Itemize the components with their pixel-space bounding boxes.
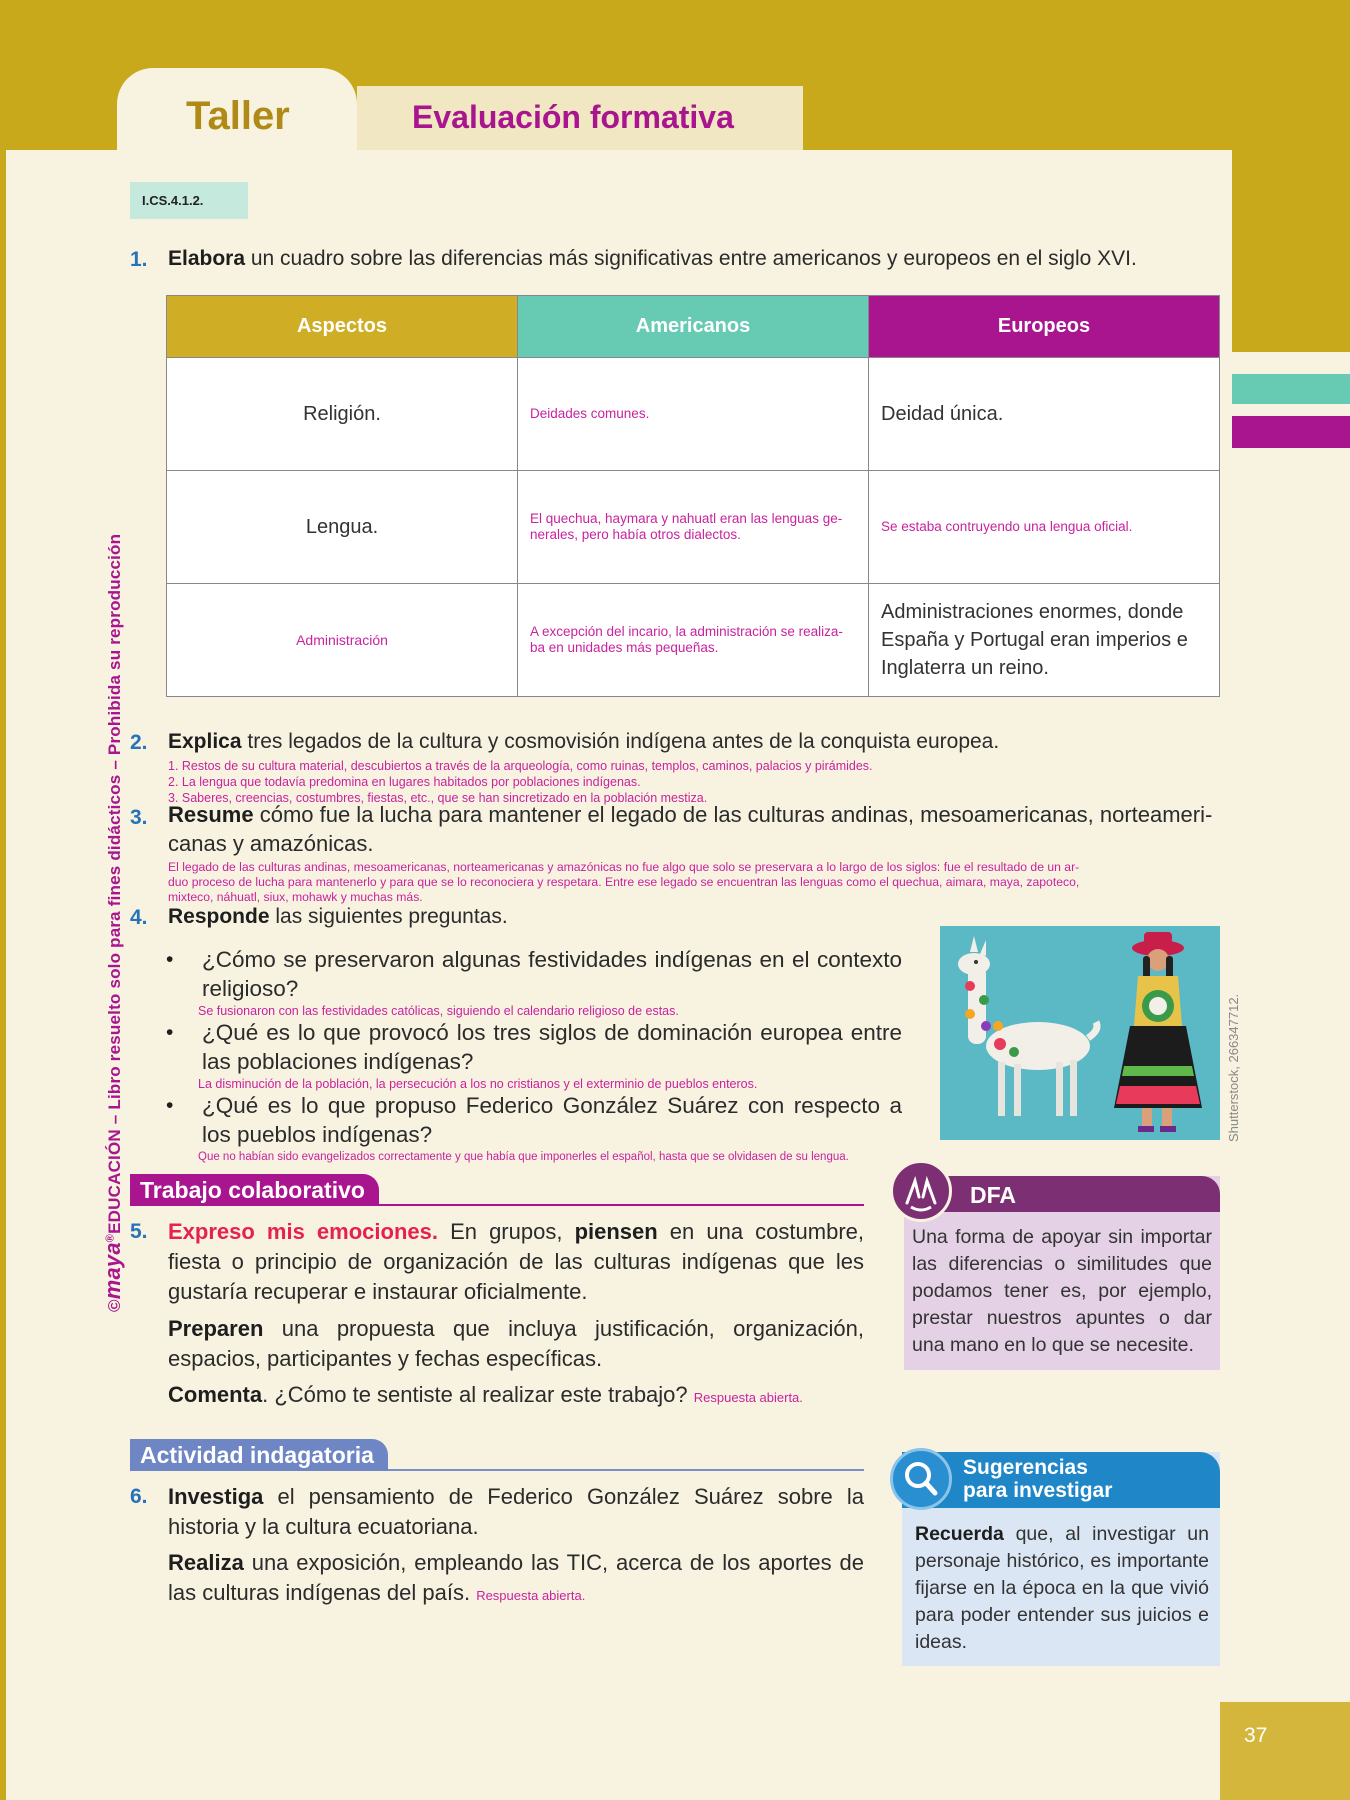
woman-icon: [1114, 932, 1202, 1132]
question-4-answer-3: Que no habían sido evangelizados correctamente y que había que imponerles el español, hasta que se olvidasen de su lengua.: [198, 1151, 849, 1163]
right-band: [1232, 0, 1350, 352]
question-3-answer-2: duo proceso de lucha para mantenerlo y para que se lo reconociera y respetara. Entre ese legado se encuentran las lenguas como el quechua, aimara, maya, zapoteco,: [168, 875, 1080, 889]
illustration-svg: [940, 926, 1220, 1140]
dfa-title: DFA: [970, 1182, 1016, 1208]
bullet-icon: •: [166, 1094, 174, 1117]
evaluation-title: Evaluación formativa: [412, 99, 734, 135]
europeos-cell: Deidad única.: [869, 358, 1220, 471]
question-6-text: Investiga el pensamiento de Federico González Suárez sobre la historia y la cultura ecuatoriana.: [168, 1484, 864, 1539]
question-4-number: 4.: [130, 906, 148, 929]
realiza-answer: Respuesta abierta.: [476, 1588, 586, 1603]
indagatoria-title: Actividad indagatoria: [130, 1439, 388, 1471]
teal-strip: [1232, 374, 1350, 404]
comment-answer: Respuesta abierta.: [693, 1390, 803, 1405]
question-4-text: Responde las siguientes preguntas.: [168, 905, 508, 928]
brand-logo: maya: [100, 1242, 125, 1300]
indagatoria-section-header: [130, 1439, 864, 1471]
table-row: [167, 358, 1220, 471]
question-4-item-3: ¿Qué es lo que propuso Federico González Suárez con respecto a los pueblos indígenas?: [202, 1093, 902, 1147]
hands-icon: [890, 1160, 952, 1222]
realiza-text: Realiza una exposición, empleando las TIC, acerca de los aportes de las culturas indígenas del país. Respuesta abierta.: [168, 1550, 864, 1605]
question-6-number: 6.: [130, 1485, 148, 1508]
page-number: 37: [1220, 1702, 1350, 1800]
question-2-answer-3: 3. Saberes, creencias, costumbres, fiestas, etc., que se han sincretizado en la población mestiza.: [168, 791, 708, 805]
question-1-number: 1.: [130, 248, 148, 271]
dfa-text: Una forma de apoyar sin importar las diferencias o similitudes que podamos tener es, por ejemplo, prestar nuestros apuntes o dar una mano en lo que se necesite.: [912, 1226, 1212, 1356]
prepare-text: Preparen una propuesta que incluya justificación, organización, espacios, participantes y fechas específicas.: [168, 1316, 864, 1371]
question-2-number: 2.: [130, 731, 148, 754]
question-3-text-2: canas y amazónicas.: [168, 831, 374, 856]
americanos-cell: A excepción del incario, la administración se realiza-ba en unidades más pequeñas.: [518, 584, 869, 697]
header-americanos: Americanos: [518, 296, 869, 358]
comment-text: Comenta. ¿Cómo te sentiste al realizar este trabajo? Respuesta abierta.: [168, 1382, 803, 1407]
taller-title: Taller: [186, 94, 290, 138]
question-5-text: Expreso mis emociones. En grupos, piensen en una costumbre, fiesta o principio de organización de las culturas indígenas que les gustaría recuperar e instaurar oficialmente.: [168, 1219, 864, 1304]
question-3-answer-3: mixteco, náhuatl, siux, mohawk y muchas más.: [168, 890, 423, 904]
question-2-answer-1: 1. Restos de su cultura material, descubiertos a través de la arqueología, como ruinas, templos, caminos, palacios y pirámides.: [168, 759, 873, 773]
americanos-cell: El quechua, haymara y nahuatl eran las lenguas ge-nerales, pero había otros dialectos.: [518, 471, 869, 584]
llama-icon: [958, 936, 1097, 1116]
bullet-icon: •: [166, 948, 174, 971]
table-row: [167, 584, 1220, 697]
question-5-number: 5.: [130, 1220, 148, 1243]
question-3-text: Resume cómo fue la lucha para mantener el legado de las culturas andinas, mesoamericanas, norteameri-: [168, 802, 1213, 827]
image-credit: Shutterstock, 266347712.: [1226, 993, 1241, 1142]
europeos-cell: Administraciones enormes, donde España y Portugal eran imperios e Inglaterra un reino.: [869, 584, 1220, 697]
criteria-code: I.CS.4.1.2.: [130, 182, 248, 219]
copyright-sidebar: ©maya®EDUCACIÓN – Libro resuelto solo para fines didácticos – Prohibida su reproducción: [100, 533, 125, 1312]
table-header-row: [167, 296, 1220, 358]
header-aspectos: Aspectos: [167, 296, 518, 358]
question-3-number: 3.: [130, 806, 148, 829]
sugerencias-title: Sugerencias para investigar: [963, 1456, 1113, 1502]
header-europeos: Europeos: [869, 296, 1220, 358]
question-4-answer-1: Se fusionaron con las festividades católicas, siguiendo el calendario religioso de estas.: [198, 1004, 679, 1018]
question-2-text: Explica tres legados de la cultura y cosmovisión indígena antes de la conquista europea.: [168, 730, 1000, 753]
question-4-item-1: ¿Cómo se preservaron algunas festividades indígenas en el contexto religioso?: [202, 947, 902, 1001]
aspect-cell: Lengua.: [167, 471, 518, 584]
question-3-answer-1: El legado de las culturas andinas, mesoamericanas, norteamericanas y amazónicas no fue algo que solo se preservara a lo largo de los siglos: fue el resultado de un ar-: [168, 860, 1080, 874]
aspect-cell: Administración: [167, 584, 518, 697]
question-2-answer-2: 2. La lengua que todavía predomina en lugares habitados por poblaciones indígenas.: [168, 775, 641, 789]
americanos-cell: Deidades comunes.: [518, 358, 869, 471]
magnifier-icon: [890, 1448, 952, 1510]
comparison-table: [166, 295, 1220, 697]
llama-woman-illustration: [940, 926, 1220, 1140]
table-row: [167, 471, 1220, 584]
bullet-icon: •: [166, 1021, 174, 1044]
magenta-strip: [1232, 416, 1350, 448]
trabajo-title: Trabajo colaborativo: [130, 1174, 379, 1206]
aspect-cell: Religión.: [167, 358, 518, 471]
question-4-item-2: ¿Qué es lo que provocó los tres siglos de dominación europea entre las poblaciones indígenas?: [202, 1020, 902, 1074]
sugerencias-text: Recuerda que, al investigar un personaje histórico, es importante fijarse en la época en la que vivió para poder entender sus juicios e ideas.: [915, 1523, 1209, 1653]
europeos-cell: Se estaba contruyendo una lengua oficial.: [869, 471, 1220, 584]
question-1-text: Elabora un cuadro sobre las diferencias más significativas entre americanos y europeos en el siglo XVI.: [168, 247, 1137, 270]
question-4-answer-2: La disminución de la población, la persecución a los no cristianos y el exterminio de pueblos enteros.: [198, 1077, 758, 1091]
trabajo-section-header: [130, 1174, 864, 1206]
